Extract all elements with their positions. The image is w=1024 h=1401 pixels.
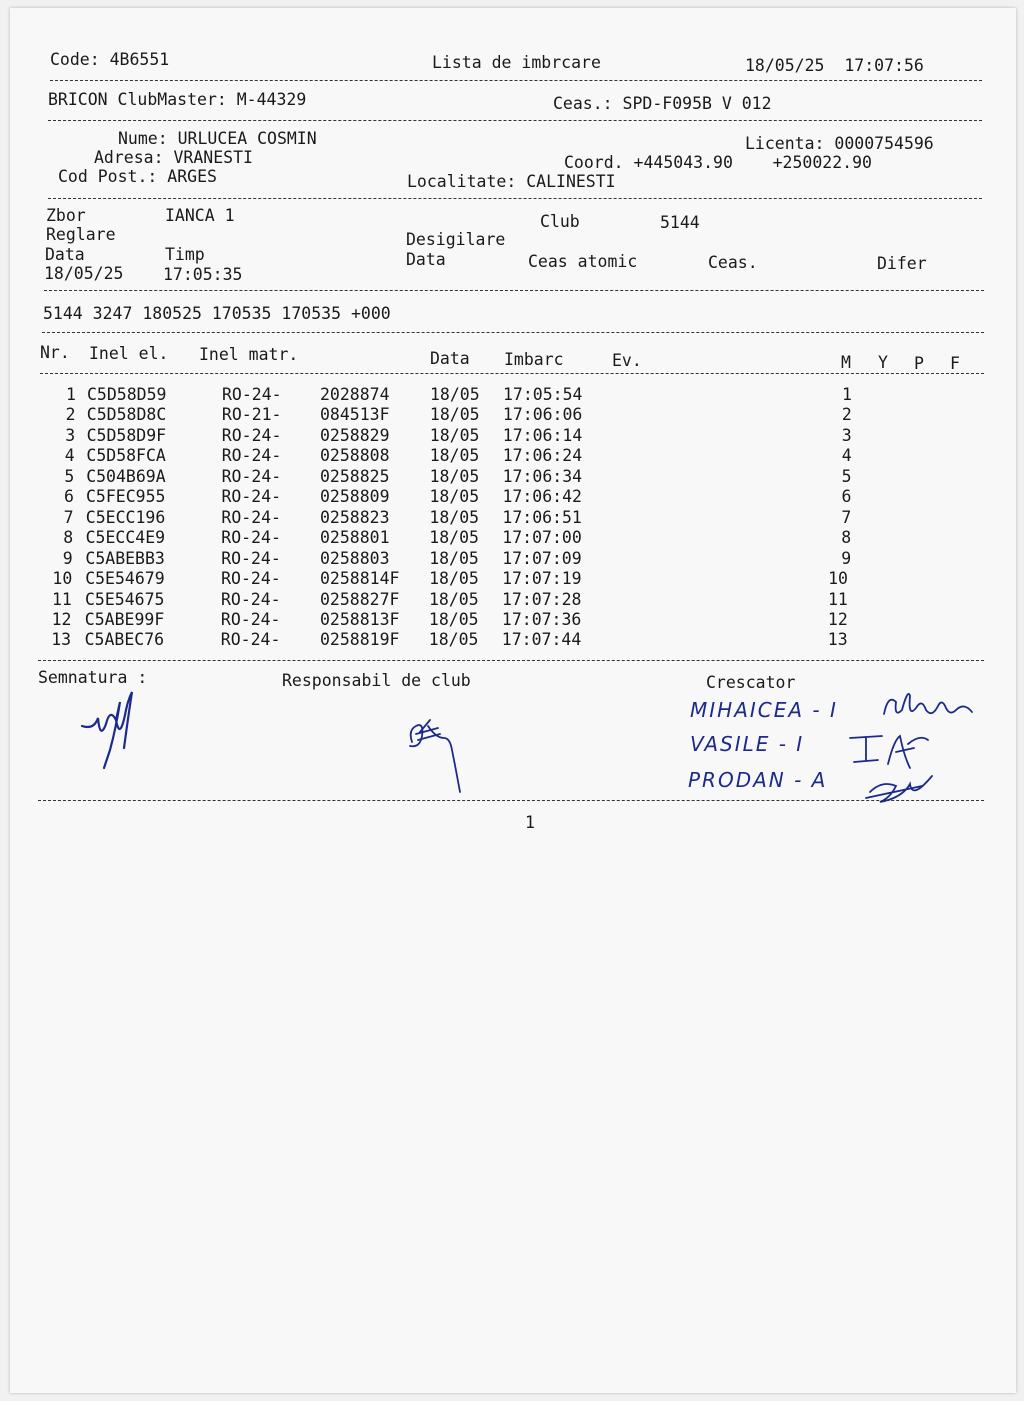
- club-value: 5144: [660, 213, 700, 232]
- table-row: [10, 567, 990, 587]
- position-m: 4: [841, 446, 852, 466]
- position-m: 12: [827, 609, 848, 629]
- table-row: [10, 627, 990, 650]
- ring-prefix: RO-24-: [220, 630, 281, 650]
- ring-prefix: RO-24-: [221, 589, 281, 609]
- row-number: 6: [64, 487, 74, 507]
- arrival-time: 17:07:28: [502, 589, 582, 609]
- ring-prefix: RO-24-: [220, 609, 281, 629]
- ring-number: 2028874: [320, 385, 390, 404]
- arrival-time: 17:05:54: [503, 385, 583, 404]
- electronic-ring: C5ABEC76: [84, 630, 165, 650]
- ring-number: 0258809: [320, 487, 390, 507]
- ring-number: 0258814F: [320, 569, 400, 589]
- arrival-time: 17:06:51: [502, 507, 582, 527]
- ceas-label: Ceas.: [708, 253, 758, 272]
- electronic-ring: C5ABEBB3: [85, 548, 165, 568]
- owner-license: Licenta: 0000754596: [745, 134, 934, 153]
- position-m: 7: [841, 507, 852, 527]
- arrival-date: 18/05: [429, 589, 479, 609]
- ring-number: 0258803: [320, 548, 390, 568]
- arrival-date: 18/05: [428, 609, 479, 629]
- electronic-ring: C5ECC196: [85, 507, 166, 527]
- ring-number: 084513F: [320, 405, 390, 425]
- ring-prefix: RO-24-: [221, 446, 282, 466]
- ring-prefix: RO-24-: [221, 487, 282, 507]
- ring-prefix: RO-24-: [221, 548, 281, 568]
- responsabil-signature: [402, 708, 472, 798]
- ring-prefix: RO-24-: [221, 569, 281, 589]
- zbor-label: Zbor: [46, 206, 86, 225]
- print-datetime: 18/05/25 17:07:56: [745, 56, 924, 75]
- reglare-data-label: Data: [45, 245, 85, 264]
- arrival-time: 17:06:06: [502, 405, 583, 425]
- arrival-time: 17:07:44: [501, 630, 582, 650]
- semnatura-label: Semnatura :: [38, 668, 148, 687]
- col-header-inel-el: Inel el.: [89, 344, 169, 363]
- clock-label: Ceas.: SPD-F095B V 012: [553, 94, 772, 113]
- table-row: [10, 607, 990, 627]
- arrival-time: 17:07:19: [502, 569, 582, 589]
- row-number: 7: [63, 507, 74, 527]
- arrival-date: 18/05: [430, 385, 480, 404]
- table-row: [10, 405, 990, 425]
- ring-number: 0258801: [320, 528, 390, 548]
- ring-prefix: RO-24-: [222, 385, 282, 404]
- arrival-time: 17:06:24: [502, 446, 583, 466]
- owner-postal: Cod Post.: ARGES: [58, 167, 217, 186]
- electronic-ring: C5D58D8C: [86, 405, 167, 425]
- divider: [48, 198, 982, 199]
- arrival-time: 17:06:14: [502, 425, 583, 445]
- electronic-ring: C504B69A: [86, 466, 166, 486]
- arrival-time: 17:07:36: [501, 609, 582, 629]
- table-row: [10, 385, 990, 405]
- ring-number: 0258813F: [320, 609, 400, 629]
- table-row: [10, 425, 990, 445]
- divider: [48, 120, 982, 121]
- arrival-date: 18/05: [429, 548, 479, 568]
- divider: [44, 290, 984, 291]
- position-m: 1: [842, 385, 852, 404]
- col-header-inel-matr: Inel matr.: [199, 345, 299, 364]
- arrival-date: 18/05: [429, 569, 479, 589]
- row-number: 5: [64, 466, 75, 486]
- table-row: [10, 506, 990, 526]
- col-header-imbarc: Imbarc: [504, 350, 564, 369]
- owner-locality: Localitate: CALINESTI: [407, 172, 616, 191]
- ring-number: 0258829: [320, 425, 390, 445]
- page-number: 1: [525, 813, 535, 832]
- desigilare-label: Desigilare: [406, 230, 506, 249]
- code-label: Code: 4B6551: [50, 50, 170, 69]
- ring-prefix: RO-21-: [221, 405, 282, 425]
- arrival-date: 18/05: [429, 466, 480, 486]
- printed-sheet: [10, 8, 1016, 1393]
- ceas-atomic-label: Ceas atomic: [528, 252, 638, 271]
- position-m: 8: [841, 528, 852, 548]
- row-number: 11: [52, 589, 72, 609]
- owner-coordinates: Coord. +445043.90 +250022.90: [564, 153, 872, 172]
- desigilare-data-label: Data: [406, 250, 446, 269]
- table-row: [10, 587, 990, 607]
- device-label: BRICON ClubMaster: M-44329: [48, 90, 307, 109]
- arrival-date: 18/05: [428, 630, 479, 650]
- club-label: Club: [540, 212, 580, 231]
- breeder-handwritten-2: VASILE - I: [690, 732, 805, 756]
- table-row: [10, 486, 990, 506]
- col-header-p: P: [914, 354, 924, 373]
- position-m: 6: [841, 487, 852, 507]
- ring-number: 0258823: [320, 507, 390, 527]
- row-number: 13: [51, 630, 72, 650]
- electronic-ring: C5D58D59: [87, 385, 167, 404]
- row-number: 2: [65, 405, 76, 425]
- ring-number: 0258808: [320, 446, 390, 466]
- position-m: 3: [841, 425, 852, 445]
- col-header-m: M: [841, 353, 851, 372]
- reglare-label: Reglare: [46, 225, 116, 244]
- position-m: 9: [841, 548, 852, 568]
- table-row: [10, 466, 990, 486]
- table-row: [10, 547, 990, 567]
- arrival-date: 18/05: [429, 425, 480, 445]
- reglare-time: 17:05:35: [163, 265, 243, 284]
- row-number: 12: [51, 609, 72, 629]
- ring-prefix: RO-24-: [221, 425, 282, 445]
- electronic-ring: C5E54675: [85, 589, 165, 609]
- col-header-f: F: [950, 354, 960, 373]
- table-row: [10, 446, 990, 466]
- arrival-date: 18/05: [429, 528, 479, 548]
- col-header-nr: Nr.: [40, 343, 70, 362]
- owner-name: Nume: URLUCEA COSMIN: [118, 129, 317, 148]
- ring-prefix: RO-24-: [221, 466, 282, 486]
- arrival-time: 17:07:00: [502, 528, 582, 548]
- electronic-ring: C5E54679: [85, 569, 165, 589]
- col-header-ev: Ev.: [612, 351, 642, 370]
- col-header-data: Data: [430, 349, 470, 368]
- crescator-label: Crescator: [706, 673, 796, 692]
- electronic-ring: C5FEC955: [86, 487, 166, 507]
- breeder-signature-1: [880, 684, 980, 724]
- ring-number: 0258819F: [320, 630, 400, 650]
- divider: [38, 800, 984, 801]
- ring-number: 0258827F: [320, 589, 400, 609]
- arrival-date: 18/05: [429, 487, 480, 507]
- reglare-timp-label: Timp: [165, 245, 205, 264]
- responsabil-label: Responsabil de club: [282, 671, 471, 690]
- arrival-time: 17:07:09: [502, 548, 582, 568]
- arrival-date: 18/05: [429, 507, 480, 527]
- row-number: 3: [65, 425, 76, 445]
- ring-prefix: RO-24-: [221, 528, 281, 548]
- clock-code-line: 5144 3247 180525 170535 170535 +000: [43, 304, 391, 323]
- table-row: [10, 526, 990, 546]
- position-m: 2: [841, 405, 852, 425]
- ring-prefix: RO-24-: [221, 507, 281, 527]
- arrival-time: 17:06:34: [502, 466, 583, 486]
- owner-address: Adresa: VRANESTI: [94, 148, 253, 167]
- breeder-signature-3: [862, 768, 942, 808]
- position-m: 13: [827, 630, 848, 650]
- breeder-handwritten-1: MIHAICEA - I: [690, 698, 838, 722]
- divider: [50, 80, 982, 81]
- divider: [40, 373, 984, 374]
- position-m: 10: [828, 569, 848, 589]
- breeder-handwritten-3: PRODAN - A: [688, 768, 828, 792]
- zbor-value: IANCA 1: [165, 206, 235, 225]
- ring-number: 0258825: [320, 466, 390, 486]
- col-header-y: Y: [878, 353, 888, 372]
- semnatura-signature: [76, 688, 146, 778]
- document-title: Lista de imbrcare: [432, 53, 601, 72]
- electronic-ring: C5ABE99F: [84, 609, 165, 629]
- divider: [42, 332, 984, 333]
- reglare-date: 18/05/25: [44, 264, 124, 283]
- position-m: 11: [828, 589, 848, 609]
- difer-label: Difer: [877, 254, 927, 273]
- row-number: 10: [52, 569, 73, 589]
- row-number: 1: [66, 385, 76, 404]
- arrival-date: 18/05: [429, 446, 480, 466]
- row-number: 4: [64, 446, 75, 466]
- breeder-signature-2: [848, 730, 938, 770]
- divider: [38, 660, 984, 661]
- row-number: 8: [63, 528, 74, 548]
- electronic-ring: C5ECC4E9: [85, 528, 166, 548]
- arrival-date: 18/05: [429, 405, 480, 425]
- electronic-ring: C5D58D9F: [86, 425, 167, 445]
- electronic-ring: C5D58FCA: [86, 446, 166, 466]
- position-m: 5: [841, 466, 852, 486]
- row-number: 9: [62, 548, 73, 568]
- arrival-time: 17:06:42: [502, 487, 582, 507]
